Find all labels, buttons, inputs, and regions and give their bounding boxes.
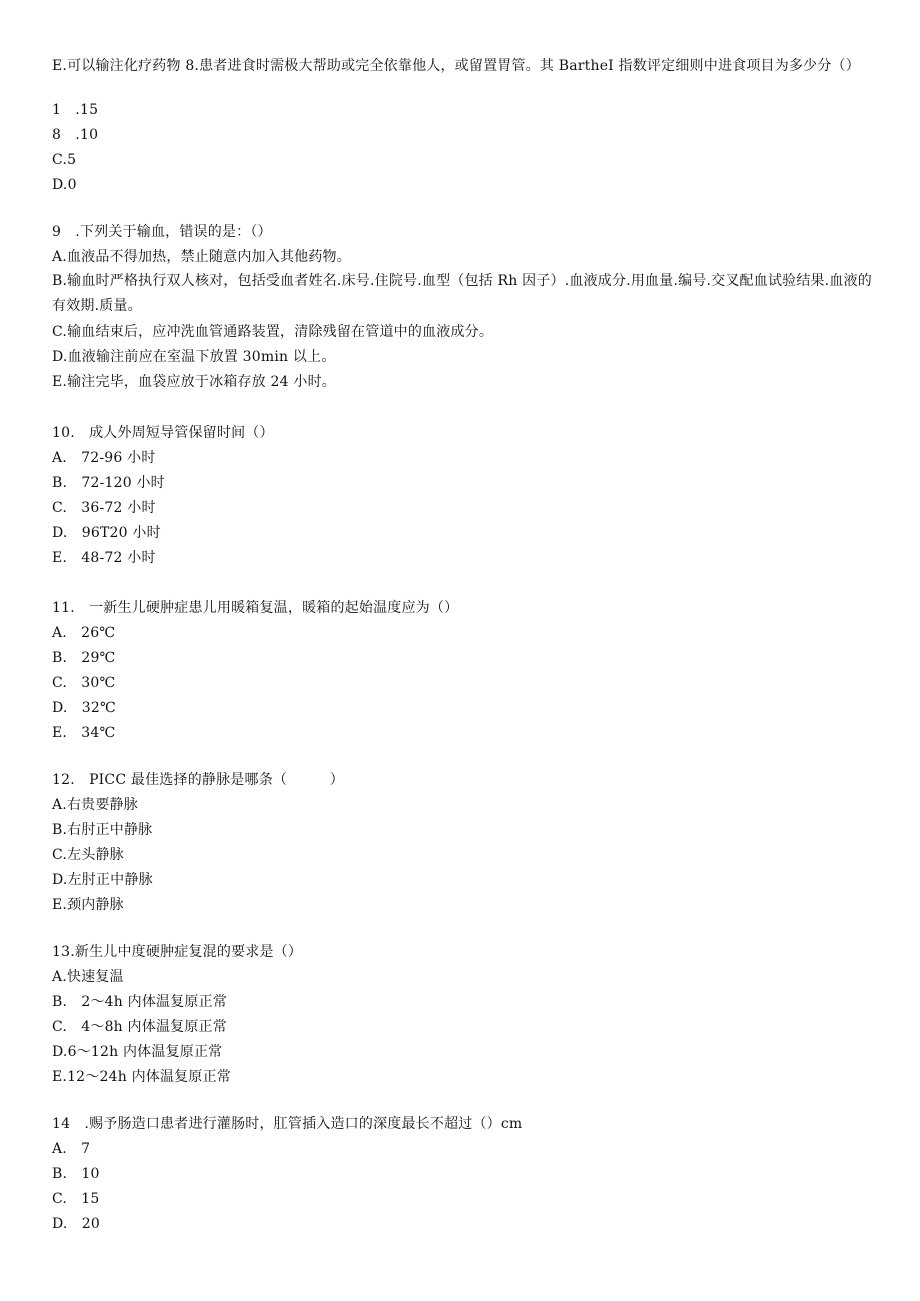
option-8: 8 .10 [52,127,99,143]
question-9-stem: 9 .下列关于输血，错误的是：（） [52,224,272,240]
option-c: C. 15 [52,1191,100,1207]
option-b: B. 10 [52,1166,100,1182]
option-d: D. 96T20 小时 [52,525,161,541]
question-8-stem: E.可以输注化疗药物 8.患者进食时需极大帮助或完全依靠他人，或留置胃管。其 BartheI 指数评定细则中进食项目为多少分（） [52,58,860,74]
option-a: A.快速复温 [52,969,124,985]
option-c: C. 30℃ [52,675,116,691]
option-a: A. 7 [52,1141,91,1157]
option-b: B. 29℃ [52,650,116,666]
option-c: C.输血结束后，应冲洗血管通路装置，清除残留在管道中的血液成分。 [52,324,494,340]
question-11-stem: 11. 一新生儿硬肿症患儿用暖箱复温，暖箱的起始温度应为（） [52,600,459,616]
option-d: D.0 [52,177,77,193]
option-c: C. 4～8h 内体温复原正常 [52,1019,227,1035]
option-a: A. 72-96 小时 [52,450,156,466]
option-d: D. 20 [52,1216,100,1232]
option-e: E. 48-72 小时 [52,550,156,566]
question-12-stem: 12. PICC 最佳选择的静脉是哪条（ ） [52,772,344,788]
option-d: D.左肘正中静脉 [52,872,153,888]
option-d: D.6～12h 内体温复原正常 [52,1044,223,1060]
option-c: C.5 [52,152,77,168]
option-e: E.颈内静脉 [52,897,124,913]
option-1: 1 .15 [52,102,99,118]
option-b: B. 2～4h 内体温复原正常 [52,994,228,1010]
option-b: B.输血时严格执行双人核对，包括受血者姓名.床号.住院号.血型（包括 Rh 因子）.血液成分.用血量.编号.交叉配血试验结果.血液的有效期.质量。 [52,273,872,314]
option-b: B. 72-120 小时 [52,475,165,491]
option-c: C.左头静脉 [52,847,124,863]
option-d: D.血液输注前应在室温下放置 30min 以上。 [52,349,336,365]
option-a: A.右贵要静脉 [52,797,138,813]
option-e: E. 34℃ [52,725,116,741]
option-c: C. 36-72 小时 [52,500,156,516]
option-e: E.12～24h 内体温复原正常 [52,1069,231,1085]
question-13-stem: 13.新生儿中度硬肿症复混的要求是（） [52,944,303,960]
question-14-stem: 14 .赐予肠造口患者进行灌肠时，肛管插入造口的深度最长不超过（）cm [52,1116,523,1132]
option-e: E.输注完毕，血袋应放于冰箱存放 24 小时。 [52,374,336,390]
option-b: B.右肘正中静脉 [52,822,153,838]
option-d: D. 32℃ [52,700,116,716]
option-a: A. 26℃ [52,625,116,641]
question-10-stem: 10. 成人外周短导管保留时间（） [52,425,274,441]
option-a: A.血液品不得加热，禁止随意内加入其他药物。 [52,249,351,265]
